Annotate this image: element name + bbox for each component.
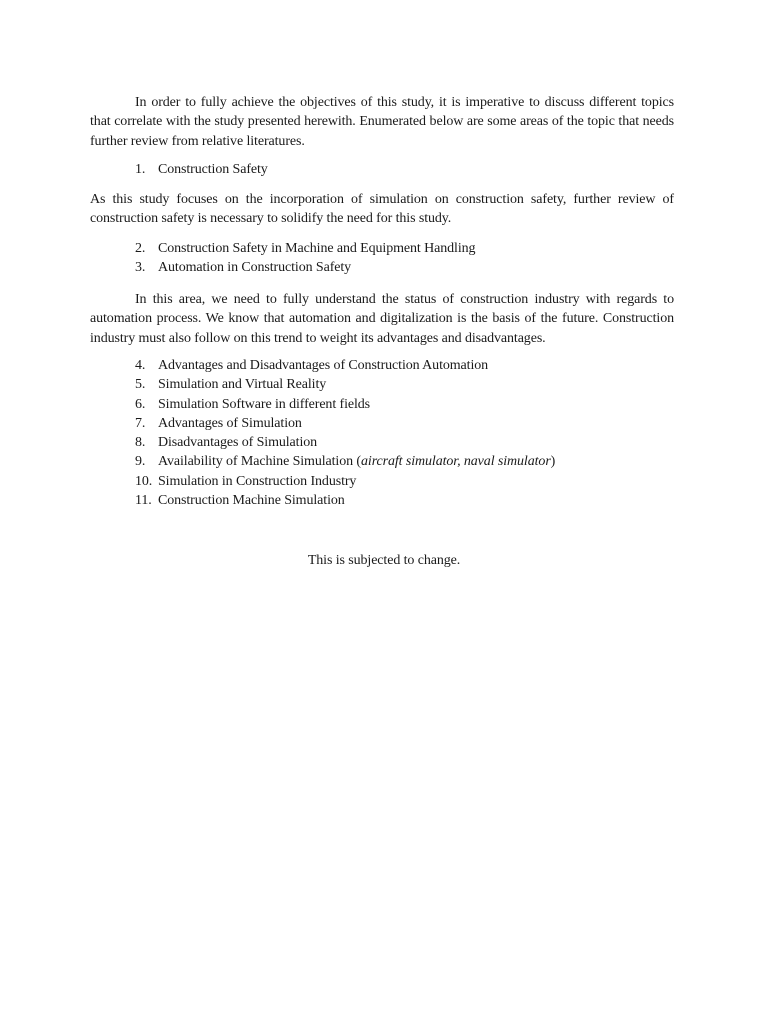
list-item-number: 8. xyxy=(135,435,146,451)
topic-list-3 xyxy=(90,356,555,510)
list-item-number: 11. xyxy=(135,493,152,509)
list-item xyxy=(90,375,555,394)
list-item-number: 3. xyxy=(135,260,146,276)
list-item-number: 9. xyxy=(135,454,146,470)
list-item-number: 2. xyxy=(135,241,146,256)
list-item-text: Simulation and Virtual Reality xyxy=(158,377,327,393)
list-item-number: 7. xyxy=(135,415,146,431)
list-item-number: 1. xyxy=(135,162,146,177)
list-item-text: Availability of Machine Simulation ( xyxy=(158,454,361,470)
list-item xyxy=(90,395,555,414)
list-item xyxy=(90,160,268,179)
list-item-number: 4. xyxy=(135,358,146,373)
list-item-number: 6. xyxy=(135,396,146,412)
safety-paragraph: As this study focuses on the incorporation of simulation on construction safety, further review of construction safety is necessary to solidify the need for this study. xyxy=(90,192,674,227)
list-item-text: Advantages and Disadvantages of Construction Automation xyxy=(158,358,489,373)
list-item-text: Simulation Software in different fields xyxy=(158,396,371,412)
list-item-text: Automation in Construction Safety xyxy=(158,260,352,276)
list-item-number: 10. xyxy=(135,473,153,489)
list-item xyxy=(90,452,555,471)
list-item-text: Construction Safety xyxy=(158,162,268,177)
list-item xyxy=(90,433,555,452)
automation-paragraph: In this area, we need to fully understand the status of construction industry with regards to automation process. We know that automation and digitalization is the basis of the future. Construction industry must also follow on this trend to weight its advantages and disadvantages. xyxy=(90,292,674,346)
list-item-number: 5. xyxy=(135,377,146,393)
list-item xyxy=(90,491,555,510)
intro-paragraph: In order to fully achieve the objectives of this study, it is imperative to discuss different topics that correlate with the study presented herewith. Enumerated below are some areas of the topic that needs further review from relative literatures. xyxy=(90,95,674,149)
topic-list-2 xyxy=(90,239,475,278)
list-item-text: Construction Machine Simulation xyxy=(158,493,345,509)
list-item-italic-text: aircraft simulator, naval simulator xyxy=(361,454,551,470)
topic-list-1 xyxy=(90,160,268,179)
change-note: This is subjected to change. xyxy=(307,553,461,568)
list-item-text-after: ) xyxy=(550,454,556,470)
list-item xyxy=(90,472,555,491)
list-item-text: Disadvantages of Simulation xyxy=(158,435,318,451)
list-item xyxy=(90,356,555,375)
list-item xyxy=(90,414,555,433)
list-item xyxy=(90,258,475,277)
list-item-text: Construction Safety in Machine and Equipment Handling xyxy=(158,241,476,256)
list-item-text: Simulation in Construction Industry xyxy=(158,473,357,489)
list-item xyxy=(90,239,475,258)
list-item-text: Advantages of Simulation xyxy=(158,415,302,431)
